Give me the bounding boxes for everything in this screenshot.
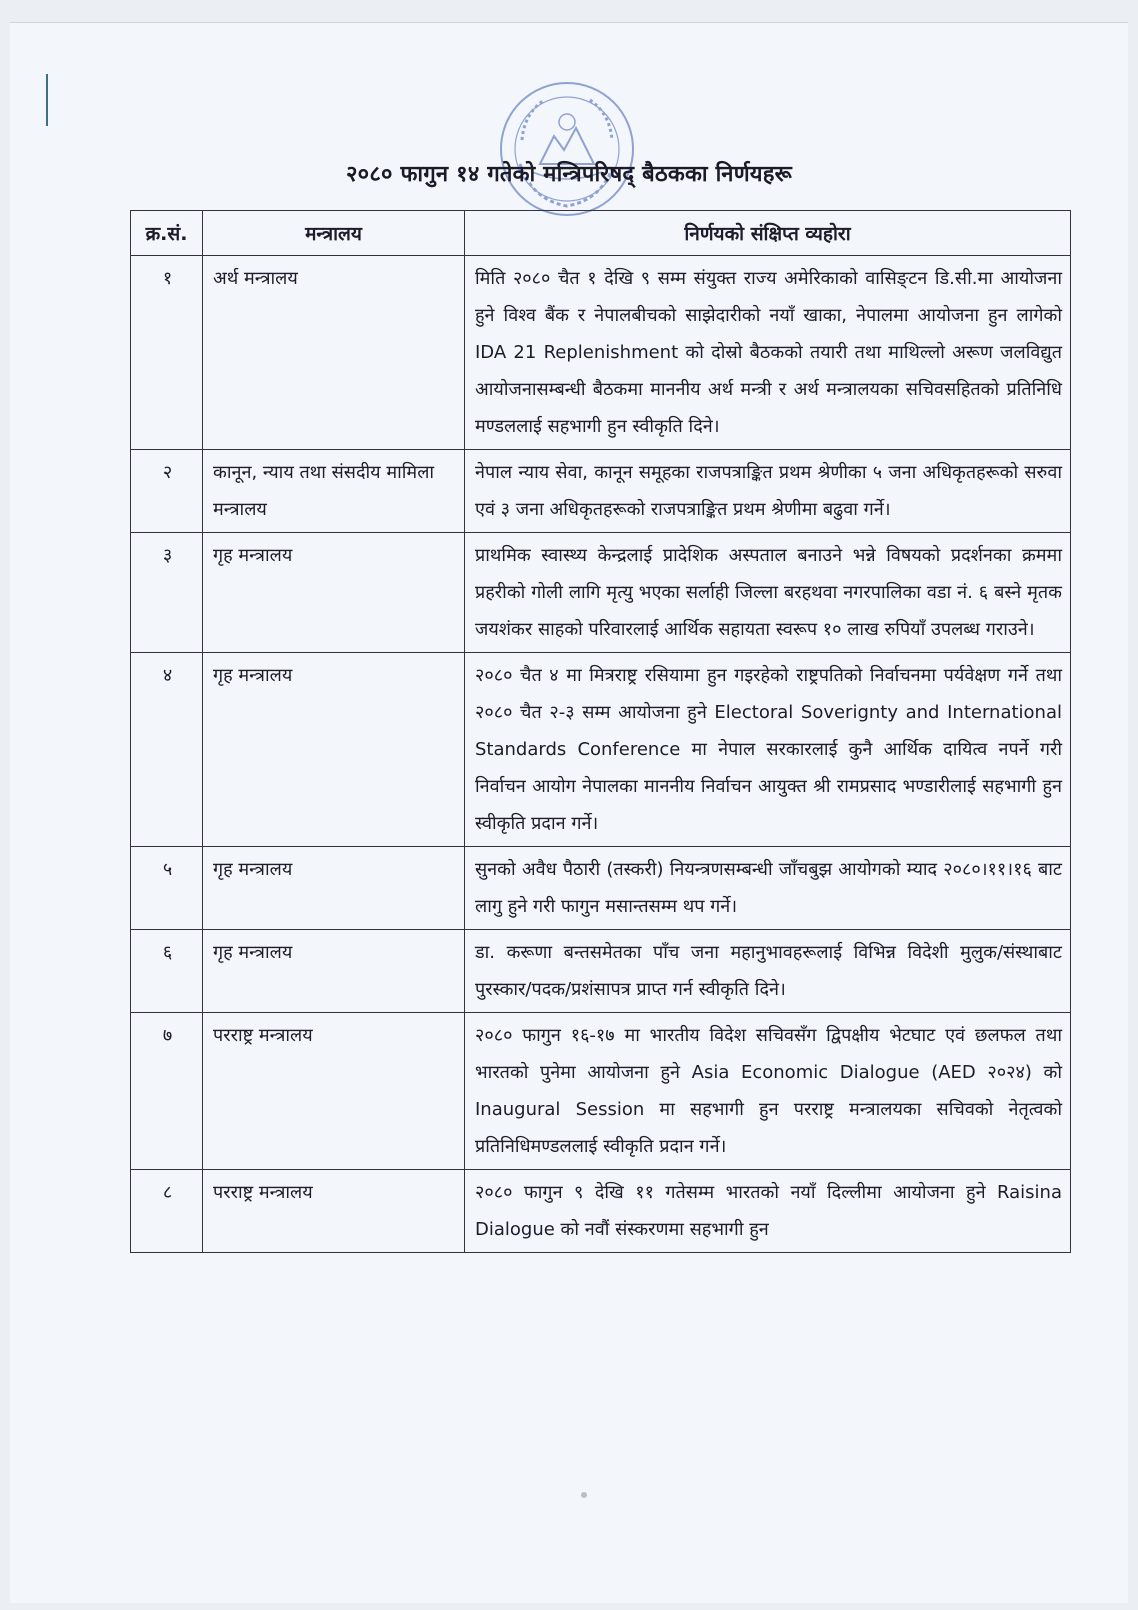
- header-serial: क्र.सं.: [131, 211, 203, 256]
- row-ministry: गृह मन्त्रालय: [203, 533, 465, 653]
- row-serial: ३: [131, 533, 203, 653]
- scan-speck: [581, 1492, 587, 1498]
- row-serial: ८: [131, 1170, 203, 1253]
- row-serial: २: [131, 450, 203, 533]
- table-row: [131, 450, 1071, 533]
- row-ministry: गृह मन्त्रालय: [203, 653, 465, 847]
- margin-mark: [46, 74, 48, 126]
- row-ministry: गृह मन्त्रालय: [203, 930, 465, 1013]
- table-row: [131, 1170, 1071, 1253]
- row-serial: १: [131, 256, 203, 450]
- row-decision: २०८० चैत ४ मा मित्रराष्ट्र रसियामा हुन गइरहेको राष्ट्रपतिको निर्वाचनमा पर्यवेक्षण गर्ने तथा २०८० चैत २-३ सम्म आयोजना हुने Electoral Soverignty and International Standards Conference मा नेपाल सरकारलाई कुनै आर्थिक दायित्व नपर्ने गरी निर्वाचन आयोग नेपालका माननीय निर्वाचन आयुक्त श्री रामप्रसाद भण्डारीलाई सहभागी हुन स्वीकृति प्रदान गर्ने।: [465, 653, 1071, 847]
- government-seal: [492, 74, 642, 224]
- header-decision: निर्णयको संक्षिप्त व्यहोरा: [465, 211, 1071, 256]
- row-decision: नेपाल न्याय सेवा, कानून समूहका राजपत्राङ्कित प्रथम श्रेणीका ५ जना अधिकृतहरूको सरुवा एवं ३ जना अधिकृतहरूको राजपत्राङ्कित प्रथम श्रेणीमा बढुवा गर्ने।: [465, 450, 1071, 533]
- row-serial: ४: [131, 653, 203, 847]
- table-row: [131, 653, 1071, 847]
- document-title: २०८० फागुन १४ गतेको मन्त्रिपरिषद् बैठकका निर्णयहरू: [346, 162, 792, 187]
- table-row: [131, 533, 1071, 653]
- row-serial: ७: [131, 1013, 203, 1170]
- row-ministry: परराष्ट्र मन्त्रालय: [203, 1013, 465, 1170]
- table-row: [131, 847, 1071, 930]
- row-decision: २०८० फागुन १६-१७ मा भारतीय विदेश सचिवसँग द्विपक्षीय भेटघाट एवं छलफल तथा भारतको पुनेमा आयोजना हुने Asia Economic Dialogue (AED २०२४) को Inaugural Session मा सहभागी हुन परराष्ट्र मन्त्रालयका सचिवको नेतृत्वको प्रतिनिधिमण्डललाई स्वीकृति प्रदान गर्ने।: [465, 1013, 1071, 1170]
- row-serial: ६: [131, 930, 203, 1013]
- table-header-row: [131, 211, 1071, 256]
- row-ministry: अर्थ मन्त्रालय: [203, 256, 465, 450]
- row-decision: डा. करूणा बन्तसमेतका पाँच जना महानुभावहरूलाई विभिन्न विदेशी मुलुक/संस्थाबाट पुरस्कार/पदक/प्रशंसापत्र प्राप्त गर्न स्वीकृति दिने।: [465, 930, 1071, 1013]
- row-decision: २०८० फागुन ९ देखि ११ गतेसम्म भारतको नयाँ दिल्लीमा आयोजना हुने Raisina Dialogue को नवौं संस्करणमा सहभागी हुन: [465, 1170, 1071, 1253]
- row-ministry: परराष्ट्र मन्त्रालय: [203, 1170, 465, 1253]
- table-row: [131, 256, 1071, 450]
- header-ministry: मन्त्रालय: [203, 211, 465, 256]
- row-decision: मिति २०८० चैत १ देखि ९ सम्म संयुक्त राज्य अमेरिकाको वासिङ्टन डि.सी.मा आयोजना हुने विश्व बैंक र नेपालबीचको साझेदारीको नयाँ खाका, नेपालमा आयोजना हुन लागेको IDA 21 Replenishment को दोस्रो बैठकको तयारी तथा माथिल्लो अरूण जलविद्युत आयोजनासम्बन्धी बैठकमा माननीय अर्थ मन्त्री र अर्थ मन्त्रालयका सचिवसहितको प्रतिनिधि मण्डललाई सहभागी हुन स्वीकृति दिने।: [465, 256, 1071, 450]
- decisions-table: [130, 210, 1071, 1253]
- row-ministry: गृह मन्त्रालय: [203, 847, 465, 930]
- table-row: [131, 930, 1071, 1013]
- table-row: [131, 1013, 1071, 1170]
- row-serial: ५: [131, 847, 203, 930]
- row-decision: प्राथमिक स्वास्थ्य केन्द्रलाई प्रादेशिक अस्पताल बनाउने भन्ने विषयको प्रदर्शनका क्रममा प्रहरीको गोली लागि मृत्यु भएका सर्लाही जिल्ला बरहथवा नगरपालिका वडा नं. ६ बस्ने मृतक जयशंकर साहको परिवारलाई आर्थिक सहायता स्वरूप १० लाख रुपियाँ उपलब्ध गराउने।: [465, 533, 1071, 653]
- row-decision: सुनको अवैध पैठारी (तस्करी) नियन्त्रणसम्बन्धी जाँचबुझ आयोगको म्याद २०८०।११।१६ बाट लागु हुने गरी फागुन मसान्तसम्म थप गर्ने।: [465, 847, 1071, 930]
- row-ministry: कानून, न्याय तथा संसदीय मामिला मन्त्रालय: [203, 450, 465, 533]
